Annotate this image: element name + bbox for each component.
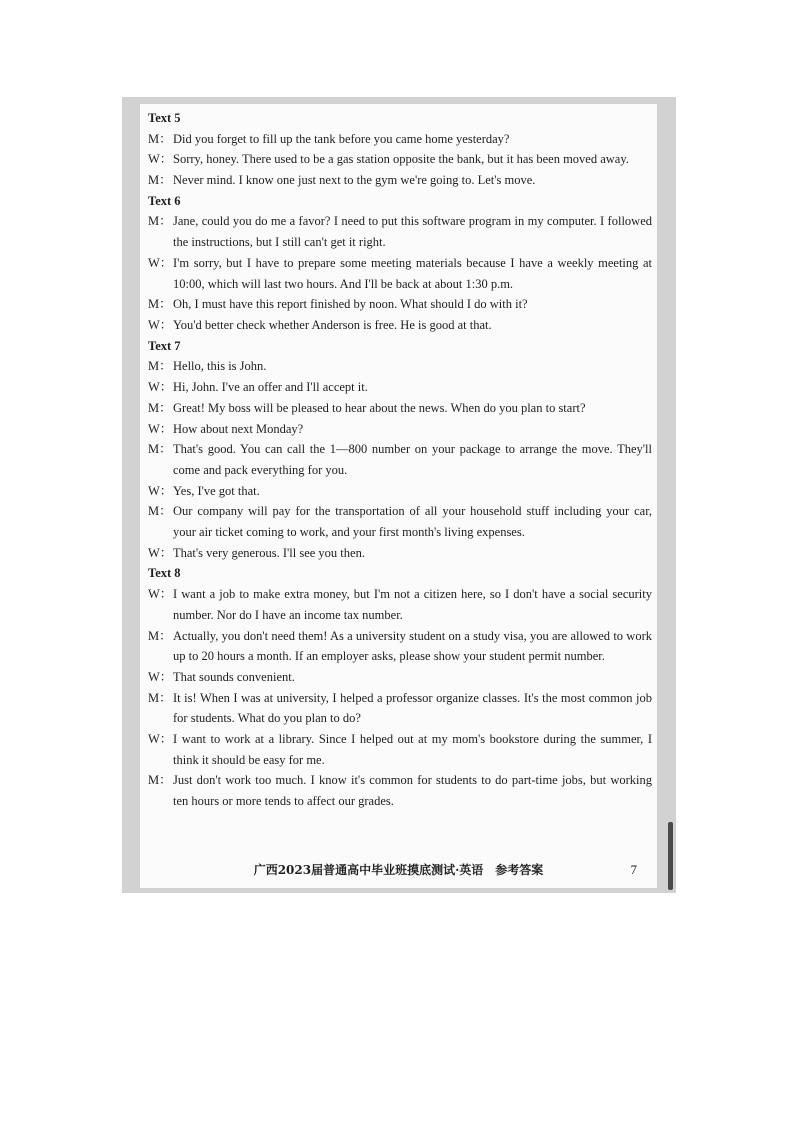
speaker-label: M： — [148, 359, 172, 374]
dialogue-line — [148, 626, 652, 667]
dialogue-line — [148, 294, 652, 315]
line-text: That sounds convenient. — [173, 669, 295, 684]
line-text: Never mind. I know one just next to the gym we're going to. Let's move. — [173, 173, 536, 188]
dialogue-line — [148, 667, 652, 688]
line-text: Our company will pay for the transportation of all your household stuff including your car, your air ticket coming to work, and your first month's living expenses. — [173, 504, 652, 540]
speaker-label: W： — [148, 732, 173, 747]
speaker-label: M： — [148, 297, 172, 312]
dialogue-line — [148, 770, 652, 811]
dialogue-line — [148, 211, 652, 252]
speaker-label: W： — [148, 255, 173, 270]
speaker-label: M： — [148, 173, 172, 188]
speaker-label: W： — [148, 587, 173, 602]
line-text: Just don't work too much. I know it's common for students to do part-time jobs, but working ten hours or more tends to affect our grades. — [173, 773, 652, 809]
line-text: How about next Monday? — [173, 421, 304, 436]
line-text: That's very generous. I'll see you then. — [173, 545, 365, 560]
dialogue-line — [148, 253, 652, 294]
line-text: I'm sorry, but I have to prepare some meeting materials because I have a weekly meeting at 10:00, which will last two hours. And I'll be back at about 1:30 p.m. — [173, 255, 652, 291]
section-title: Text 5 — [148, 111, 181, 125]
dialogue-line — [148, 543, 652, 564]
dialogue-line — [148, 688, 652, 729]
speaker-label: M： — [148, 400, 172, 415]
speaker-label: W： — [148, 421, 173, 436]
dialogue-line — [148, 377, 652, 398]
speaker-label: M： — [148, 628, 172, 643]
dialogue-line — [148, 439, 652, 480]
dialogue-line — [148, 170, 652, 191]
page-number: 7 — [630, 862, 637, 877]
dialogue-line — [148, 356, 652, 377]
speaker-label: W： — [148, 545, 173, 560]
dialogue-line — [148, 729, 652, 770]
page-footer — [140, 860, 657, 880]
section-title: Text 6 — [148, 193, 181, 208]
line-text: You'd better check whether Anderson is free. He is good at that. — [173, 318, 492, 332]
speaker-label: W： — [148, 318, 173, 332]
dialogue-line — [148, 398, 652, 419]
line-text: Actually, you don't need them! As a university student on a study visa, you are allowed to work up to 20 hours a month. If an employer asks, please show your student permit number. — [173, 628, 652, 664]
speaker-label: M： — [148, 131, 172, 146]
line-text: That's good. You can call the 1—800 number on your package to arrange the move. They'll come and pack everything for you. — [173, 442, 652, 477]
speaker-label: M： — [148, 214, 172, 229]
transcript-content — [148, 108, 652, 812]
line-text: I want to work at a library. Since I helped out at my mom's bookstore during the summer, I think it should be easy for me. — [173, 732, 652, 767]
speaker-label: M： — [148, 504, 172, 519]
speaker-label: M： — [148, 690, 172, 705]
line-text: Sorry, honey. There used to be a gas station opposite the bank, but it has been moved away. — [173, 152, 629, 167]
footer-title: 广西2023届普通高中毕业班摸底测试·英语 参考答案 — [253, 863, 544, 877]
scrollbar-thumb[interactable] — [668, 822, 673, 890]
dialogue-line — [148, 149, 652, 170]
line-text: Did you forget to fill up the tank before you came home yesterday? — [173, 131, 510, 146]
speaker-label: W： — [148, 152, 173, 167]
dialogue-line — [148, 419, 652, 440]
section-title: Text 7 — [148, 338, 181, 353]
line-text: It is! When I was at university, I helped a professor organize classes. It's the most common job for students. What do you plan to do? — [173, 690, 652, 726]
line-text: I want a job to make extra money, but I'm not a citizen here, so I don't have a social security number. Nor do I have an income tax number. — [173, 587, 652, 622]
speaker-label: W： — [148, 380, 173, 395]
speaker-label: W： — [148, 669, 173, 684]
line-text: Yes, I've got that. — [173, 483, 260, 498]
dialogue-line — [148, 501, 652, 542]
dialogue-line — [148, 481, 652, 502]
dialogue-line — [148, 315, 652, 336]
section-title: Text 8 — [148, 566, 181, 581]
speaker-label: M： — [148, 773, 172, 788]
line-text: Great! My boss will be pleased to hear about the news. When do you plan to start? — [173, 400, 586, 415]
line-text: Hello, this is John. — [173, 359, 267, 374]
line-text: Oh, I must have this report finished by noon. What should I do with it? — [173, 297, 528, 312]
speaker-label: M： — [148, 442, 172, 457]
dialogue-line — [148, 129, 652, 150]
line-text: Hi, John. I've an offer and I'll accept it. — [173, 380, 368, 395]
dialogue-line — [148, 584, 652, 625]
line-text: Jane, could you do me a favor? I need to put this software program in my computer. I followed the instructions, but I still can't get it right. — [173, 214, 652, 250]
speaker-label: W： — [148, 483, 173, 498]
